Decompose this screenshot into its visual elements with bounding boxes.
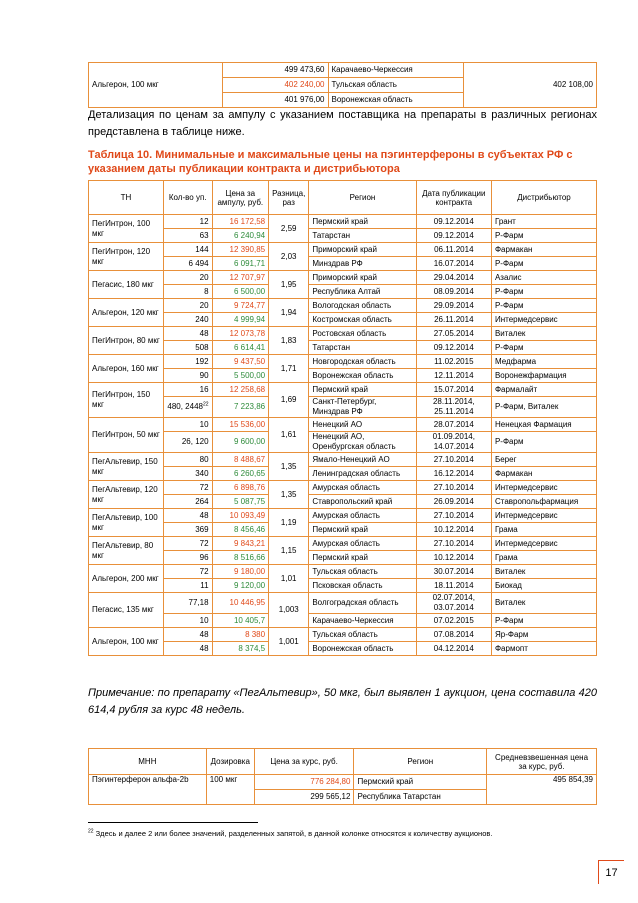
tn-cell: ПегИнтрон, 120 мкг xyxy=(89,243,164,271)
distributor-cell: Ненецкая Фармация xyxy=(491,418,596,432)
table-row xyxy=(89,579,597,593)
price-cell: 6 500,00 xyxy=(212,285,269,299)
table-row xyxy=(89,243,597,257)
distributor-cell: Интермедсервис xyxy=(491,509,596,523)
distributor-cell: Р-Фарм xyxy=(491,257,596,271)
diff-cell: 1,15 xyxy=(269,537,309,565)
region-cell: Воронежская область xyxy=(328,93,464,108)
region-cell: Ленинградская область xyxy=(309,467,416,481)
qty-value: 16 xyxy=(199,384,209,394)
diff-cell: 1,71 xyxy=(269,355,309,383)
price-cell: 8 374,5 xyxy=(212,642,269,656)
qty-value: 240 xyxy=(195,314,209,324)
date-cell: 12.11.2014 xyxy=(416,369,491,383)
price-cell: 8 488,67 xyxy=(212,453,269,467)
table-row xyxy=(89,369,597,383)
date-cell: 09.12.2014 xyxy=(416,341,491,355)
region-cell: Пермский край xyxy=(354,775,487,790)
table-row xyxy=(89,537,597,551)
qty-value: 12 xyxy=(199,216,209,226)
diff-cell: 1,35 xyxy=(269,481,309,509)
date-cell: 09.12.2014 xyxy=(416,215,491,229)
note-paragraph: Примечание: по препарату «ПегАльтевир», 50 мкг, был выявлен 1 аукцион, цена составила 420 614,4 рубля за курс 48 недель. xyxy=(88,687,597,716)
price-cell: 8 516,66 xyxy=(212,551,269,565)
region-cell: Приморский край xyxy=(309,243,416,257)
price-cell: 12 390,85 xyxy=(212,243,269,257)
table-row xyxy=(89,215,597,229)
qty-value: 80 xyxy=(199,454,209,464)
distributor-cell: Фармалайт xyxy=(491,383,596,397)
date-cell: 07.02.2015 xyxy=(416,614,491,628)
region-cell: Амурская область xyxy=(309,481,416,495)
qty-cell xyxy=(163,383,212,397)
course-price-table xyxy=(88,748,597,805)
header-mnn: МНН xyxy=(89,749,207,775)
price-cell: 9 437,50 xyxy=(212,355,269,369)
region-cell: Тульская область xyxy=(309,565,416,579)
qty-value: 144 xyxy=(195,244,209,254)
qty-cell xyxy=(163,579,212,593)
diff-cell: 1,83 xyxy=(269,327,309,355)
date-cell: 10.12.2014 xyxy=(416,523,491,537)
footnote-divider xyxy=(88,822,258,823)
table-row xyxy=(89,481,597,495)
distributor-cell: Р-Фарм xyxy=(491,341,596,355)
qty-value: 96 xyxy=(199,552,209,562)
distributor-cell: Р-Фарм xyxy=(491,285,596,299)
diff-cell: 2,03 xyxy=(269,243,309,271)
distributor-cell: Грама xyxy=(491,551,596,565)
region-cell: Ненецкий АО xyxy=(309,418,416,432)
region-cell: Пермский край xyxy=(309,215,416,229)
price-cell: 6 240,94 xyxy=(212,229,269,243)
diff-cell: 2,59 xyxy=(269,215,309,243)
qty-cell xyxy=(163,271,212,285)
qty-cell xyxy=(163,551,212,565)
table-row xyxy=(89,257,597,271)
header-qty: Кол-во уп. xyxy=(163,181,212,215)
distributor-cell: Яр-Фарм xyxy=(491,628,596,642)
price-cell: 12 258,68 xyxy=(212,383,269,397)
region-cell: Минздрав РФ xyxy=(309,257,416,271)
region-cell: Пермский край xyxy=(309,383,416,397)
tn-cell: ПегИнтрон, 80 мкг xyxy=(89,327,164,355)
table-row xyxy=(89,523,597,537)
qty-value: 48 xyxy=(199,629,209,639)
table-row xyxy=(89,432,597,453)
diff-cell: 1,69 xyxy=(269,383,309,418)
table-row xyxy=(89,565,597,579)
table-row xyxy=(89,341,597,355)
date-cell: 06.11.2014 xyxy=(416,243,491,257)
region-cell: Воронежская область xyxy=(309,369,416,383)
region-cell: Амурская область xyxy=(309,509,416,523)
tn-cell: ПегИнтрон, 100 мкг xyxy=(89,215,164,243)
qty-cell xyxy=(163,355,212,369)
distributor-cell: Азалис xyxy=(491,271,596,285)
tn-cell: Альгерон, 120 мкг xyxy=(89,299,164,327)
price-cell: 6 260,65 xyxy=(212,467,269,481)
date-cell: 01.09.2014, 14.07.2014 xyxy=(416,432,491,453)
diff-cell: 1,003 xyxy=(269,593,309,628)
table-row xyxy=(89,551,597,565)
price-cell: 9 843,21 xyxy=(212,537,269,551)
tn-cell: Альгерон, 100 мкг xyxy=(89,628,164,656)
region-cell: Ненецкий АО, Оренбургская область xyxy=(309,432,416,453)
diff-cell: 1,01 xyxy=(269,565,309,593)
qty-cell xyxy=(163,628,212,642)
qty-cell xyxy=(163,593,212,614)
date-cell: 29.09.2014 xyxy=(416,299,491,313)
region-cell: Тульская область xyxy=(309,628,416,642)
region-cell: Пермский край xyxy=(309,551,416,565)
tn-cell: ПегИнтрон, 150 мкг xyxy=(89,383,164,418)
qty-cell xyxy=(163,215,212,229)
price-table xyxy=(88,180,597,656)
date-cell: 28.07.2014 xyxy=(416,418,491,432)
date-cell: 07.08.2014 xyxy=(416,628,491,642)
header-course-price: Цена за курс, руб. xyxy=(254,749,354,775)
distributor-cell: Р-Фарм xyxy=(491,299,596,313)
price-cell: 776 284,80 xyxy=(254,775,354,790)
qty-cell xyxy=(163,467,212,481)
price-cell: 10 405,7 xyxy=(212,614,269,628)
tn-cell: ПегАльтевир, 80 мкг xyxy=(89,537,164,565)
qty-cell xyxy=(163,614,212,628)
distributor-cell: Фармопт xyxy=(491,642,596,656)
distributor-cell: Р-Фарм xyxy=(491,432,596,453)
avg-price-cell: 402 108,00 xyxy=(464,63,597,108)
region-cell: Воронежская область xyxy=(309,642,416,656)
region-cell: Волгоградская область xyxy=(309,593,416,614)
qty-cell xyxy=(163,299,212,313)
header-price: Цена за ампулу, руб. xyxy=(212,181,269,215)
distributor-cell: Грант xyxy=(491,215,596,229)
date-cell: 11.02.2015 xyxy=(416,355,491,369)
region-cell: Санкт-Петербург, Минздрав РФ xyxy=(309,397,416,418)
price-cell: 4 999,94 xyxy=(212,313,269,327)
qty-cell xyxy=(163,509,212,523)
table-row xyxy=(89,355,597,369)
date-cell: 27.05.2014 xyxy=(416,327,491,341)
header-tn: ТН xyxy=(89,181,164,215)
region-cell: Тульская область xyxy=(328,78,464,93)
qty-value: 6 494 xyxy=(188,258,209,268)
footnote xyxy=(88,829,608,839)
table-row xyxy=(89,453,597,467)
distributor-cell: Фармакан xyxy=(491,467,596,481)
distributor-cell: Виталек xyxy=(491,565,596,579)
qty-cell xyxy=(163,495,212,509)
qty-cell xyxy=(163,481,212,495)
qty-value: 48 xyxy=(199,510,209,520)
qty-value: 369 xyxy=(195,524,209,534)
region-cell: Карачаево-Черкессия xyxy=(328,63,464,78)
date-cell: 16.07.2014 xyxy=(416,257,491,271)
tn-cell: ПегИнтрон, 50 мкг xyxy=(89,418,164,453)
date-cell: 27.10.2014 xyxy=(416,537,491,551)
table-row xyxy=(89,313,597,327)
distributor-cell: Фармакан xyxy=(491,243,596,257)
date-cell: 04.12.2014 xyxy=(416,642,491,656)
table-row xyxy=(89,509,597,523)
qty-cell xyxy=(163,369,212,383)
distributor-cell: Интермедсервис xyxy=(491,313,596,327)
page-number: 17 xyxy=(598,860,624,884)
qty-value: 10 xyxy=(199,615,209,625)
qty-value: 508 xyxy=(195,342,209,352)
qty-cell xyxy=(163,229,212,243)
price-cell: 6 614,41 xyxy=(212,341,269,355)
footnote-ref: 22 xyxy=(202,401,209,408)
qty-value: 26, 120 xyxy=(181,437,209,446)
table-row xyxy=(89,418,597,432)
qty-value: 340 xyxy=(195,468,209,478)
qty-cell xyxy=(163,257,212,271)
date-cell: 02.07.2014, 03.07.2014 xyxy=(416,593,491,614)
price-cell: 8 380 xyxy=(212,628,269,642)
table-row xyxy=(89,397,597,418)
region-cell: Вологодская область xyxy=(309,299,416,313)
table-row xyxy=(89,285,597,299)
qty-value: 10 xyxy=(199,419,209,429)
price-cell: 16 172,58 xyxy=(212,215,269,229)
qty-cell xyxy=(163,341,212,355)
price-cell: 10 093,49 xyxy=(212,509,269,523)
price-cell: 6 091,71 xyxy=(212,257,269,271)
qty-cell xyxy=(163,418,212,432)
region-cell: Пермский край xyxy=(309,523,416,537)
qty-cell xyxy=(163,642,212,656)
table-row xyxy=(89,593,597,614)
distributor-cell: Ставропольфармация xyxy=(491,495,596,509)
diff-cell: 1,95 xyxy=(269,271,309,299)
tn-cell: ПегАльтевир, 120 мкг xyxy=(89,481,164,509)
date-cell: 26.09.2014 xyxy=(416,495,491,509)
header-date: Дата публикации контракта xyxy=(416,181,491,215)
qty-value: 72 xyxy=(199,538,209,548)
header-diff: Разница, раз xyxy=(269,181,309,215)
date-cell: 27.10.2014 xyxy=(416,509,491,523)
header-region: Регион xyxy=(309,181,416,215)
diff-cell: 1,001 xyxy=(269,628,309,656)
qty-value: 72 xyxy=(199,482,209,492)
qty-value: 72 xyxy=(199,566,209,576)
tn-cell: Пегасис, 135 мкг xyxy=(89,593,164,628)
price-cell: 499 473,60 xyxy=(222,63,328,78)
diff-cell: 1,94 xyxy=(269,299,309,327)
table-row xyxy=(89,327,597,341)
price-cell: 9 600,00 xyxy=(212,432,269,453)
qty-cell xyxy=(163,285,212,299)
distributor-cell: Интермедсервис xyxy=(491,481,596,495)
price-cell: 7 223,86 xyxy=(212,397,269,418)
price-cell: 9 120,00 xyxy=(212,579,269,593)
table-row xyxy=(89,642,597,656)
region-cell: Республика Алтай xyxy=(309,285,416,299)
price-cell: 9 724,77 xyxy=(212,299,269,313)
price-cell: 5 087,75 xyxy=(212,495,269,509)
date-cell: 08.09.2014 xyxy=(416,285,491,299)
region-cell: Татарстан xyxy=(309,229,416,243)
price-cell: 15 536,00 xyxy=(212,418,269,432)
header-dose: Дозировка xyxy=(206,749,254,775)
table-row xyxy=(89,628,597,642)
distributor-cell: Виталек xyxy=(491,327,596,341)
qty-cell xyxy=(163,565,212,579)
price-cell: 12 707,97 xyxy=(212,271,269,285)
region-cell: Ставропольский край xyxy=(309,495,416,509)
distributor-cell: Р-Фарм xyxy=(491,614,596,628)
qty-value: 48 xyxy=(199,328,209,338)
price-cell: 299 565,12 xyxy=(254,790,354,805)
avg-price-cell: 495 854,39 xyxy=(487,775,597,805)
qty-cell xyxy=(163,313,212,327)
detail-paragraph: Детализация по ценам за ампулу с указанием поставщика на препараты в различных регионах представлена в таблице ниже. xyxy=(88,109,597,138)
qty-value: 11 xyxy=(200,580,209,590)
qty-value: 264 xyxy=(195,496,209,506)
region-cell: Ростовская область xyxy=(309,327,416,341)
region-cell: Татарстан xyxy=(309,341,416,355)
date-cell: 27.10.2014 xyxy=(416,453,491,467)
table-row xyxy=(89,299,597,313)
date-cell: 16.12.2014 xyxy=(416,467,491,481)
qty-value: 8 xyxy=(204,286,209,296)
qty-value: 192 xyxy=(195,356,209,366)
qty-cell xyxy=(163,327,212,341)
region-cell: Приморский край xyxy=(309,271,416,285)
distributor-cell: Воронежфармация xyxy=(491,369,596,383)
diff-cell: 1,19 xyxy=(269,509,309,537)
product-cell: Альгерон, 100 мкг xyxy=(89,63,223,108)
distributor-cell: Виталек xyxy=(491,593,596,614)
price-cell: 402 240,00 xyxy=(222,78,328,93)
header-distributor: Дистрибьютор xyxy=(491,181,596,215)
distributor-cell: Биокад xyxy=(491,579,596,593)
dose-cell: 100 мкг xyxy=(206,775,254,805)
price-cell: 12 073,78 xyxy=(212,327,269,341)
mnn-cell: Пэгинтерферон альфа-2b xyxy=(89,775,207,805)
qty-cell xyxy=(163,523,212,537)
date-cell: 10.12.2014 xyxy=(416,551,491,565)
price-cell: 5 500,00 xyxy=(212,369,269,383)
qty-value: 63 xyxy=(199,230,209,240)
distributor-cell: Р-Фарм, Виталек xyxy=(491,397,596,418)
price-cell: 401 976,00 xyxy=(222,93,328,108)
qty-cell xyxy=(163,432,212,453)
qty-value: 90 xyxy=(199,370,209,380)
date-cell: 18.11.2014 xyxy=(416,579,491,593)
price-cell: 10 446,95 xyxy=(212,593,269,614)
table-row xyxy=(89,271,597,285)
table-caption: Таблица 10. Минимальные и максимальные цены на пэгинтерфероны в субъектах РФ с указанием даты публикации контракта и дистрибьютора xyxy=(88,149,573,175)
region-cell: Карачаево-Черкессия xyxy=(309,614,416,628)
tn-cell: Альгерон, 160 мкг xyxy=(89,355,164,383)
qty-cell xyxy=(163,243,212,257)
qty-cell xyxy=(163,537,212,551)
table-row xyxy=(89,495,597,509)
distributor-cell: Интермедсервис xyxy=(491,537,596,551)
date-cell: 27.10.2014 xyxy=(416,481,491,495)
qty-value: 48 xyxy=(199,643,209,653)
qty-value: 20 xyxy=(199,272,209,282)
qty-value: 77,18 xyxy=(188,598,209,607)
price-cell: 8 456,46 xyxy=(212,523,269,537)
price-cell: 6 898,76 xyxy=(212,481,269,495)
region-cell: Республика Татарстан xyxy=(354,790,487,805)
distributor-cell: Берег xyxy=(491,453,596,467)
distributor-cell: Р-Фарм xyxy=(491,229,596,243)
diff-cell: 1,61 xyxy=(269,418,309,453)
footnote-text: Здесь и далее 2 или более значений, разделенных запятой, в данной колонке относятся к количеству аукционов. xyxy=(95,829,493,838)
qty-value: 20 xyxy=(199,300,209,310)
date-cell: 09.12.2014 xyxy=(416,229,491,243)
top-price-table xyxy=(88,62,597,108)
date-cell: 15.07.2014 xyxy=(416,383,491,397)
date-cell: 28.11.2014, 25.11.2014 xyxy=(416,397,491,418)
table-row xyxy=(89,229,597,243)
tn-cell: Пегасис, 180 мкг xyxy=(89,271,164,299)
region-cell: Амурская область xyxy=(309,537,416,551)
table-row xyxy=(89,467,597,481)
qty-value: 480, 2448 xyxy=(167,402,203,411)
date-cell: 26.11.2014 xyxy=(416,313,491,327)
diff-cell: 1,35 xyxy=(269,453,309,481)
date-cell: 30.07.2014 xyxy=(416,565,491,579)
header-region: Регион xyxy=(354,749,487,775)
region-cell: Псковская область xyxy=(309,579,416,593)
tn-cell: ПегАльтевир, 150 мкг xyxy=(89,453,164,481)
distributor-cell: Грама xyxy=(491,523,596,537)
table-row xyxy=(89,614,597,628)
date-cell: 29.04.2014 xyxy=(416,271,491,285)
table-row xyxy=(89,383,597,397)
region-cell: Ямало-Ненецкий АО xyxy=(309,453,416,467)
tn-cell: Альгерон, 200 мкг xyxy=(89,565,164,593)
footnote-mark: 22 xyxy=(88,828,94,835)
region-cell: Новгородская область xyxy=(309,355,416,369)
distributor-cell: Медфарма xyxy=(491,355,596,369)
qty-cell xyxy=(163,453,212,467)
tn-cell: ПегАльтевир, 100 мкг xyxy=(89,509,164,537)
price-cell: 9 180,00 xyxy=(212,565,269,579)
region-cell: Костромская область xyxy=(309,313,416,327)
header-avg-price: Средневзвешенная цена за курс, руб. xyxy=(487,749,597,775)
qty-cell xyxy=(163,397,212,418)
